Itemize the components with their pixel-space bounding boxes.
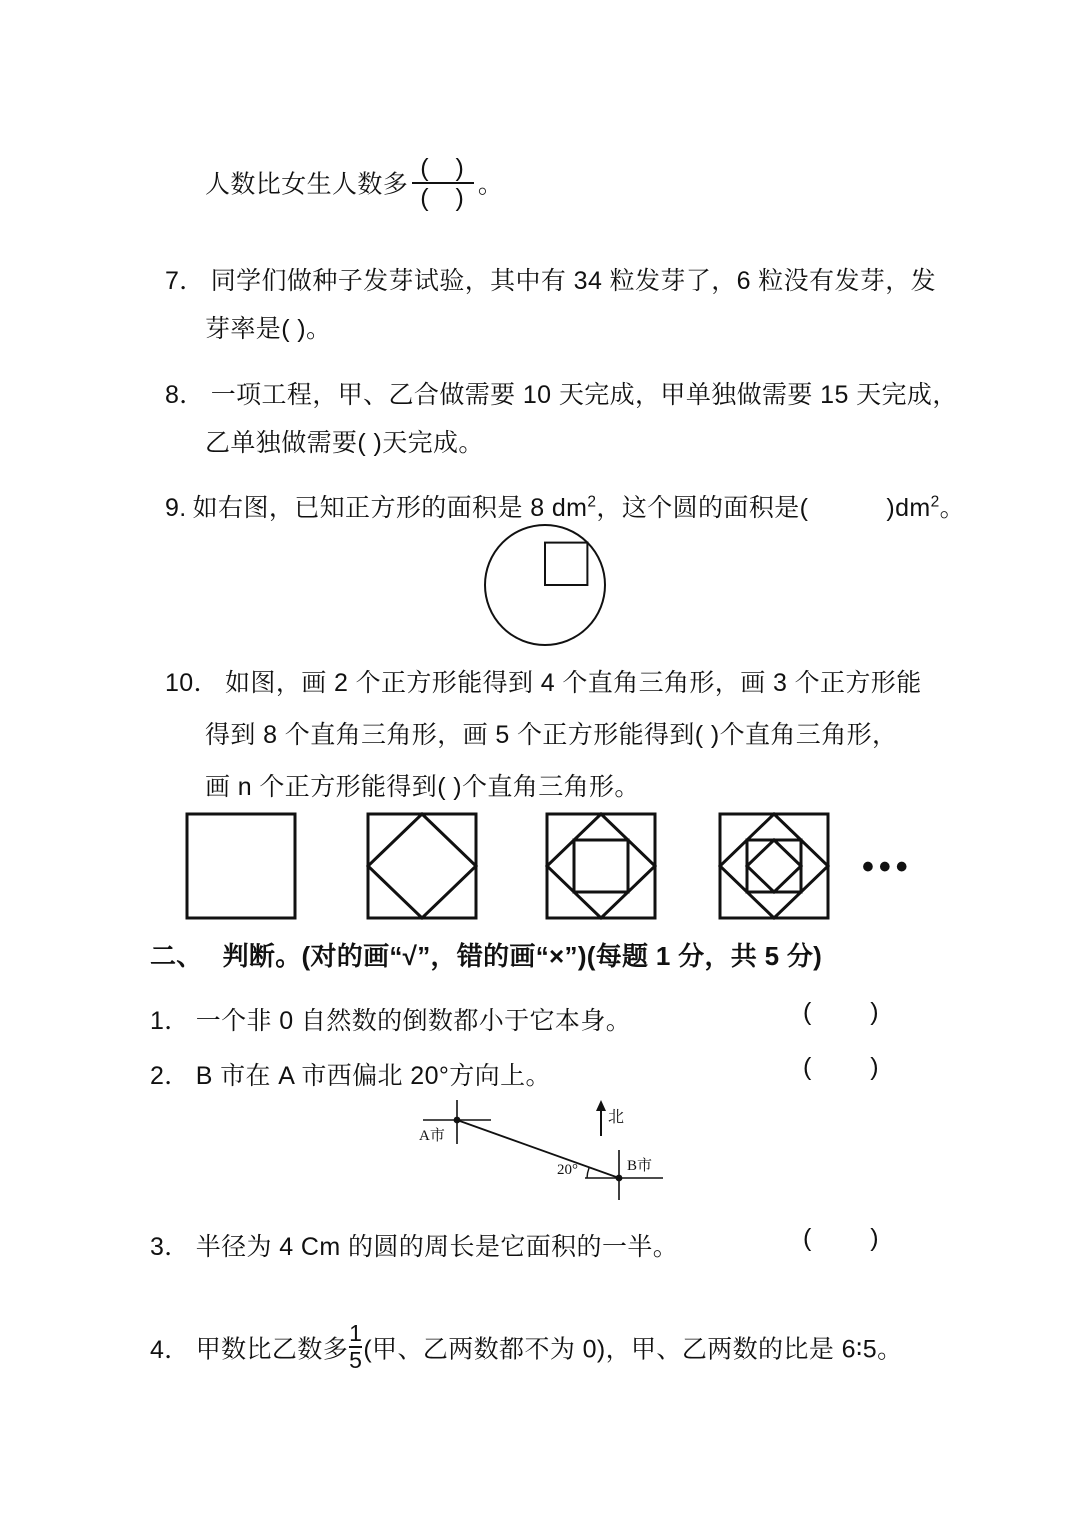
question-10-text-2: 得到 8 个直角三角形，画 5 个正方形能得到( )个直角三角形， [205, 721, 898, 749]
q6-denominator: ( ) [420, 184, 474, 213]
nested-square-figure-4 [718, 812, 830, 920]
question-7-number: 7． [165, 267, 205, 295]
section-two-title: 判断。(对的画“√”，错的画“×”)(每题 1 分，共 5 分) [222, 941, 823, 971]
question-8-text-2: 乙单独做需要( )天完成。 [205, 429, 484, 457]
tf-item-3-number: 3． [150, 1233, 190, 1261]
direction-map-figure [405, 1098, 690, 1203]
section-two-heading [150, 936, 822, 973]
q6-text: 人数比女生人数多 [205, 170, 409, 199]
q6-fraction [412, 155, 474, 212]
nested-square-figure-3 [545, 812, 657, 920]
tf-item-1-text: 一个非 0 自然数的倒数都小于它本身。 [195, 1007, 632, 1035]
question-8-line-2 [205, 420, 484, 466]
tf-item-4-numerator: 1 [349, 1320, 363, 1346]
question-6-continuation [205, 155, 503, 212]
tf-item-2-text: B 市在 A 市西偏北 20°方向上。 [195, 1062, 551, 1090]
nested-square-figure-2 [366, 812, 478, 920]
question-7-text-1: 同学们做种子发芽试验，其中有 34 粒发芽了，6 粒没有发芽，发 [210, 267, 937, 295]
tf-item-4-text-after: (甲、乙两数都不为 0)，甲、乙两数的比是 6∶5。 [363, 1335, 903, 1364]
question-9-text-1: 如右图，已知正方形的面积是 8 dm [192, 494, 588, 522]
question-10-text-3: 画 n 个正方形能得到( )个直角三角形。 [205, 773, 640, 801]
question-9-text-2: ，这个圆的面积是( [596, 494, 809, 522]
section-two-number: 二、 [150, 941, 203, 971]
svg-text:20°: 20° [557, 1162, 578, 1178]
tf-item-2-answer-box[interactable]: ( ) [803, 1053, 905, 1081]
question-9-text-3: )dm [886, 494, 931, 522]
tf-item-3-text: 半径为 4 Cm 的圆的周长是它面积的一半。 [195, 1233, 679, 1261]
svg-text:B市: B市 [627, 1158, 653, 1174]
tf-item-4 [150, 1322, 903, 1373]
tf-item-3 [150, 1224, 678, 1270]
tf-item-4-number: 4． [150, 1335, 190, 1364]
sequence-ellipsis: ••• [862, 848, 913, 886]
question-7-text-2: 芽率是( )。 [205, 315, 332, 343]
question-9-number: 9. [165, 494, 187, 522]
question-9-text-4: 。 [939, 494, 966, 522]
tf-item-4-denominator: 5 [349, 1347, 363, 1373]
question-8-line-1 [165, 372, 958, 418]
question-9-sup-2: 2 [930, 493, 940, 511]
svg-text:A市: A市 [419, 1128, 445, 1144]
question-8-text-1: 一项工程，甲、乙合做需要 10 天完成，甲单独做需要 15 天完成， [210, 381, 958, 409]
tf-item-3-answer-box[interactable]: ( ) [803, 1224, 905, 1252]
tf-item-4-fraction [349, 1322, 362, 1372]
q6-period: 。 [477, 170, 504, 199]
svg-text:北: 北 [608, 1109, 625, 1126]
question-7-line-2 [205, 306, 331, 352]
tf-item-1-number: 1． [150, 1007, 190, 1035]
tf-item-2-number: 2． [150, 1062, 190, 1090]
question-10-number: 10． [165, 669, 220, 697]
question-9-sup-1: 2 [587, 493, 597, 511]
q6-numerator: ( ) [420, 154, 474, 182]
question-8-number: 8． [165, 381, 205, 409]
question-10-line-1 [165, 660, 922, 706]
question-10-line-2 [205, 712, 897, 758]
tf-item-1 [150, 998, 631, 1044]
question-10-text-1: 如图，画 2 个正方形能得到 4 个直角三角形，画 3 个正方形能 [225, 669, 922, 697]
circle-square-figure [480, 520, 640, 650]
tf-item-4-text-before: 甲数比乙数多 [195, 1335, 349, 1364]
question-7-line-1 [165, 258, 936, 304]
tf-item-2 [150, 1053, 551, 1099]
question-10-line-3 [205, 764, 640, 810]
nested-square-figure-1 [185, 812, 297, 920]
tf-item-1-answer-box[interactable]: ( ) [803, 998, 905, 1026]
